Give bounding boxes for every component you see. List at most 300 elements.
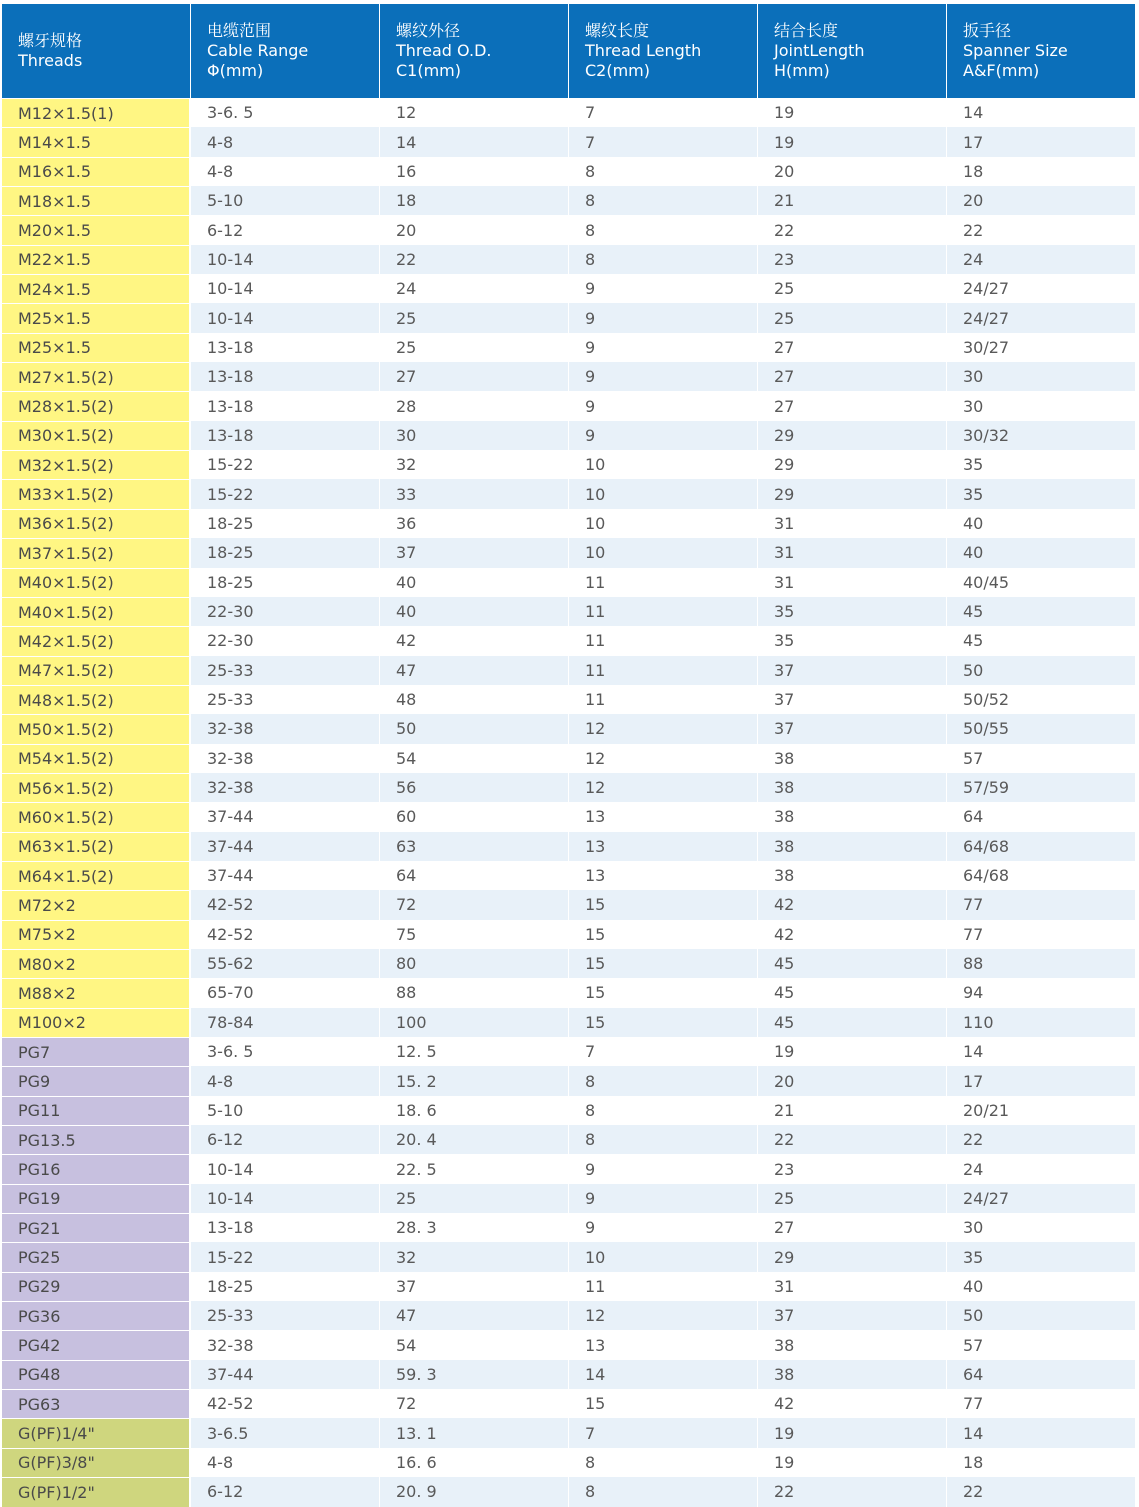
cell-thread-od: 32: [380, 450, 569, 479]
cell-thread-length: 15: [569, 920, 758, 949]
cell-thread-length: 10: [569, 1242, 758, 1271]
cell-spanner-size: 45: [947, 597, 1135, 626]
cell-joint-length: 31: [758, 568, 947, 597]
table-row: [2, 1448, 1135, 1477]
header-line: 电缆范围: [207, 21, 272, 40]
cell-spanner-size: 30: [947, 1213, 1135, 1242]
cell-thread-od: 25: [380, 1184, 569, 1213]
cell-spanner-size: 30/27: [947, 333, 1135, 362]
cell-thread: M72×2: [2, 890, 191, 919]
cell-spanner-size: 64: [947, 802, 1135, 831]
cell-thread: M22×1.5: [2, 245, 191, 274]
header-line: Spanner Size: [963, 41, 1068, 60]
cell-thread-length: 8: [569, 1125, 758, 1154]
cell-thread-length: 8: [569, 215, 758, 244]
cell-thread-od: 20: [380, 215, 569, 244]
cell-cable-range: 4-8: [191, 1448, 380, 1477]
cell-spanner-size: 24: [947, 245, 1135, 274]
table-row: [2, 920, 1135, 949]
cell-thread-od: 72: [380, 890, 569, 919]
table-row: [2, 1242, 1135, 1271]
cell-cable-range: 4-8: [191, 1066, 380, 1095]
cell-thread-od: 12. 5: [380, 1037, 569, 1066]
cell-thread: M24×1.5: [2, 274, 191, 303]
header-line: A&F(mm): [963, 61, 1040, 80]
cell-spanner-size: 110: [947, 1008, 1135, 1037]
cell-cable-range: 10-14: [191, 303, 380, 332]
table-row: [2, 626, 1135, 655]
cell-thread: PG7: [2, 1037, 191, 1066]
cell-thread-length: 12: [569, 744, 758, 773]
cell-cable-range: 3-6. 5: [191, 98, 380, 127]
cell-spanner-size: 18: [947, 157, 1135, 186]
cell-thread: PG19: [2, 1184, 191, 1213]
cell-spanner-size: 50: [947, 1301, 1135, 1330]
cell-thread: M30×1.5(2): [2, 421, 191, 450]
header-line: C2(mm): [585, 61, 651, 80]
cell-thread-od: 50: [380, 714, 569, 743]
cell-joint-length: 29: [758, 479, 947, 508]
cell-joint-length: 29: [758, 421, 947, 450]
cell-thread-length: 9: [569, 391, 758, 420]
cell-thread-length: 9: [569, 362, 758, 391]
cell-cable-range: 32-38: [191, 714, 380, 743]
header-line: 螺纹长度: [585, 21, 650, 40]
cell-thread-length: 12: [569, 714, 758, 743]
cell-spanner-size: 35: [947, 1242, 1135, 1271]
cell-thread-od: 63: [380, 832, 569, 861]
cell-joint-length: 20: [758, 1066, 947, 1095]
table-row: [2, 1330, 1135, 1359]
table-row: [2, 215, 1135, 244]
table-row: [2, 1389, 1135, 1418]
header-line: Cable Range: [207, 41, 309, 60]
cell-thread-od: 80: [380, 949, 569, 978]
cell-thread-od: 60: [380, 802, 569, 831]
cell-thread-od: 40: [380, 597, 569, 626]
cell-thread-od: 64: [380, 861, 569, 890]
cell-thread: M47×1.5(2): [2, 656, 191, 685]
cell-spanner-size: 77: [947, 920, 1135, 949]
cell-spanner-size: 50/55: [947, 714, 1135, 743]
cell-cable-range: 37-44: [191, 1360, 380, 1389]
cell-joint-length: 31: [758, 1272, 947, 1301]
cell-thread: M32×1.5(2): [2, 450, 191, 479]
table-row: [2, 890, 1135, 919]
cell-thread-od: 32: [380, 1242, 569, 1271]
cell-thread-length: 7: [569, 127, 758, 156]
cell-thread-od: 59. 3: [380, 1360, 569, 1389]
cell-spanner-size: 35: [947, 479, 1135, 508]
header-line: 螺纹外径: [396, 21, 461, 40]
cell-thread-od: 16: [380, 157, 569, 186]
cell-spanner-size: 22: [947, 1125, 1135, 1154]
cell-thread-length: 9: [569, 1184, 758, 1213]
cell-cable-range: 25-33: [191, 656, 380, 685]
cell-cable-range: 18-25: [191, 568, 380, 597]
cell-thread: M75×2: [2, 920, 191, 949]
table-row: [2, 1477, 1135, 1506]
cell-thread: PG21: [2, 1213, 191, 1242]
header-line: C1(mm): [396, 61, 462, 80]
cell-joint-length: 19: [758, 1037, 947, 1066]
cell-cable-range: 3-6. 5: [191, 1037, 380, 1066]
table-row: [2, 157, 1135, 186]
spec-table-container: [2, 4, 1135, 1507]
header-thread-od: [380, 4, 569, 98]
cell-joint-length: 37: [758, 656, 947, 685]
cell-thread-od: 100: [380, 1008, 569, 1037]
cell-joint-length: 29: [758, 450, 947, 479]
table-row: [2, 1272, 1135, 1301]
cell-thread: M100×2: [2, 1008, 191, 1037]
cell-thread-length: 15: [569, 949, 758, 978]
cell-cable-range: 6-12: [191, 1125, 380, 1154]
cell-thread-od: 28. 3: [380, 1213, 569, 1242]
cell-joint-length: 19: [758, 1418, 947, 1447]
cell-joint-length: 21: [758, 186, 947, 215]
table-row: [2, 1008, 1135, 1037]
cell-joint-length: 19: [758, 1448, 947, 1477]
header-joint-length: [758, 4, 947, 98]
cell-thread-od: 54: [380, 744, 569, 773]
cell-spanner-size: 57: [947, 1330, 1135, 1359]
cell-thread-length: 13: [569, 1330, 758, 1359]
header-cable-range: [191, 4, 380, 98]
cell-thread: M56×1.5(2): [2, 773, 191, 802]
cell-joint-length: 35: [758, 597, 947, 626]
cell-thread: M40×1.5(2): [2, 568, 191, 597]
table-row: [2, 773, 1135, 802]
header-line: Φ(mm): [207, 61, 264, 80]
table-row: [2, 714, 1135, 743]
table-row: [2, 744, 1135, 773]
cell-spanner-size: 40/45: [947, 568, 1135, 597]
cell-cable-range: 10-14: [191, 274, 380, 303]
cell-thread: PG25: [2, 1242, 191, 1271]
cell-thread: G(PF)3/8": [2, 1448, 191, 1477]
cell-cable-range: 32-38: [191, 744, 380, 773]
cell-cable-range: 32-38: [191, 773, 380, 802]
cell-joint-length: 27: [758, 1213, 947, 1242]
cell-cable-range: 10-14: [191, 1184, 380, 1213]
table-row: [2, 1301, 1135, 1330]
cell-thread-length: 10: [569, 509, 758, 538]
cell-thread: M20×1.5: [2, 215, 191, 244]
cell-thread-od: 37: [380, 538, 569, 567]
cell-thread-od: 27: [380, 362, 569, 391]
cell-spanner-size: 45: [947, 626, 1135, 655]
cell-thread-length: 8: [569, 186, 758, 215]
cell-thread-od: 12: [380, 98, 569, 127]
cell-joint-length: 31: [758, 509, 947, 538]
cell-thread-od: 40: [380, 568, 569, 597]
table-row: [2, 1096, 1135, 1125]
cell-joint-length: 42: [758, 920, 947, 949]
cell-cable-range: 37-44: [191, 861, 380, 890]
cell-thread-length: 8: [569, 1066, 758, 1095]
cell-thread: M14×1.5: [2, 127, 191, 156]
cell-thread-length: 14: [569, 1360, 758, 1389]
header-line: JointLength: [774, 41, 865, 60]
cell-cable-range: 55-62: [191, 949, 380, 978]
cell-thread: PG63: [2, 1389, 191, 1418]
cell-spanner-size: 64: [947, 1360, 1135, 1389]
cell-thread-od: 75: [380, 920, 569, 949]
cell-thread-length: 10: [569, 450, 758, 479]
cell-thread-length: 11: [569, 568, 758, 597]
cell-thread-od: 20. 4: [380, 1125, 569, 1154]
table-row: [2, 802, 1135, 831]
cell-thread: M27×1.5(2): [2, 362, 191, 391]
cell-joint-length: 19: [758, 98, 947, 127]
cell-thread-length: 11: [569, 626, 758, 655]
cell-thread-length: 11: [569, 1272, 758, 1301]
cell-thread-od: 13. 1: [380, 1418, 569, 1447]
cell-thread-od: 22: [380, 245, 569, 274]
cell-thread-length: 9: [569, 274, 758, 303]
cell-joint-length: 27: [758, 391, 947, 420]
cell-thread: PG42: [2, 1330, 191, 1359]
cell-cable-range: 15-22: [191, 450, 380, 479]
cell-thread: M37×1.5(2): [2, 538, 191, 567]
cell-thread-od: 47: [380, 656, 569, 685]
cell-thread: G(PF)1/4": [2, 1418, 191, 1447]
cell-joint-length: 22: [758, 215, 947, 244]
cell-thread: M33×1.5(2): [2, 479, 191, 508]
cell-cable-range: 13-18: [191, 362, 380, 391]
cell-thread: PG16: [2, 1154, 191, 1183]
cell-cable-range: 6-12: [191, 215, 380, 244]
cell-cable-range: 15-22: [191, 479, 380, 508]
cell-spanner-size: 35: [947, 450, 1135, 479]
cell-thread: PG29: [2, 1272, 191, 1301]
table-row: [2, 186, 1135, 215]
cell-joint-length: 37: [758, 714, 947, 743]
cell-thread-length: 12: [569, 773, 758, 802]
cell-thread-length: 8: [569, 157, 758, 186]
cell-thread-od: 20. 9: [380, 1477, 569, 1506]
cell-thread-od: 88: [380, 978, 569, 1007]
table-row: [2, 978, 1135, 1007]
cell-thread-length: 9: [569, 1213, 758, 1242]
cell-thread-length: 13: [569, 802, 758, 831]
table-row: [2, 421, 1135, 450]
thread-spec-table: [2, 4, 1135, 1507]
cell-thread: M18×1.5: [2, 186, 191, 215]
cell-thread-od: 22. 5: [380, 1154, 569, 1183]
cell-thread: PG9: [2, 1066, 191, 1095]
cell-thread-length: 15: [569, 1008, 758, 1037]
table-row: [2, 1213, 1135, 1242]
cell-joint-length: 23: [758, 1154, 947, 1183]
cell-spanner-size: 94: [947, 978, 1135, 1007]
cell-cable-range: 6-12: [191, 1477, 380, 1506]
cell-spanner-size: 22: [947, 1477, 1135, 1506]
cell-spanner-size: 40: [947, 1272, 1135, 1301]
cell-joint-length: 25: [758, 1184, 947, 1213]
cell-spanner-size: 50: [947, 656, 1135, 685]
cell-cable-range: 22-30: [191, 626, 380, 655]
table-row: [2, 303, 1135, 332]
cell-spanner-size: 40: [947, 538, 1135, 567]
cell-thread-od: 18: [380, 186, 569, 215]
cell-thread-length: 9: [569, 421, 758, 450]
cell-thread-od: 28: [380, 391, 569, 420]
cell-joint-length: 21: [758, 1096, 947, 1125]
table-row: [2, 1037, 1135, 1066]
cell-cable-range: 4-8: [191, 127, 380, 156]
cell-thread-length: 7: [569, 1418, 758, 1447]
cell-cable-range: 32-38: [191, 1330, 380, 1359]
cell-thread-length: 15: [569, 978, 758, 1007]
cell-joint-length: 23: [758, 245, 947, 274]
cell-thread: M88×2: [2, 978, 191, 1007]
cell-spanner-size: 14: [947, 98, 1135, 127]
table-row: [2, 1184, 1135, 1213]
table-row: [2, 949, 1135, 978]
cell-thread-od: 24: [380, 274, 569, 303]
cell-joint-length: 38: [758, 802, 947, 831]
cell-thread-od: 33: [380, 479, 569, 508]
cell-thread-od: 18. 6: [380, 1096, 569, 1125]
table-row: [2, 1154, 1135, 1183]
cell-spanner-size: 24/27: [947, 1184, 1135, 1213]
cell-thread-od: 54: [380, 1330, 569, 1359]
cell-thread: M54×1.5(2): [2, 744, 191, 773]
header-row: [2, 4, 1135, 98]
cell-cable-range: 13-18: [191, 1213, 380, 1242]
cell-thread-length: 11: [569, 597, 758, 626]
cell-thread: M36×1.5(2): [2, 509, 191, 538]
table-row: [2, 656, 1135, 685]
cell-cable-range: 4-8: [191, 157, 380, 186]
cell-thread-od: 25: [380, 333, 569, 362]
cell-joint-length: 22: [758, 1125, 947, 1154]
cell-cable-range: 25-33: [191, 685, 380, 714]
header-line: 扳手径: [963, 21, 1012, 40]
cell-cable-range: 5-10: [191, 1096, 380, 1125]
cell-thread-od: 48: [380, 685, 569, 714]
cell-thread-length: 12: [569, 1301, 758, 1330]
cell-thread: M40×1.5(2): [2, 597, 191, 626]
cell-spanner-size: 24/27: [947, 303, 1135, 332]
cell-cable-range: 78-84: [191, 1008, 380, 1037]
cell-cable-range: 18-25: [191, 509, 380, 538]
cell-thread-od: 25: [380, 303, 569, 332]
cell-thread-length: 8: [569, 1096, 758, 1125]
cell-thread-od: 47: [380, 1301, 569, 1330]
cell-cable-range: 37-44: [191, 802, 380, 831]
table-row: [2, 1360, 1135, 1389]
cell-joint-length: 37: [758, 1301, 947, 1330]
cell-spanner-size: 50/52: [947, 685, 1135, 714]
cell-thread: M64×1.5(2): [2, 861, 191, 890]
cell-thread-length: 7: [569, 98, 758, 127]
cell-thread-length: 8: [569, 1477, 758, 1506]
cell-thread: PG13.5: [2, 1125, 191, 1154]
cell-thread: M25×1.5: [2, 303, 191, 332]
cell-thread: M60×1.5(2): [2, 802, 191, 831]
cell-cable-range: 37-44: [191, 832, 380, 861]
cell-joint-length: 29: [758, 1242, 947, 1271]
table-row: [2, 861, 1135, 890]
cell-spanner-size: 20/21: [947, 1096, 1135, 1125]
cell-thread-od: 37: [380, 1272, 569, 1301]
header-line: Thread Length: [585, 41, 702, 60]
cell-thread-length: 13: [569, 832, 758, 861]
cell-spanner-size: 14: [947, 1418, 1135, 1447]
cell-spanner-size: 24: [947, 1154, 1135, 1183]
header-thread-length: [569, 4, 758, 98]
cell-cable-range: 65-70: [191, 978, 380, 1007]
cell-cable-range: 25-33: [191, 1301, 380, 1330]
cell-joint-length: 38: [758, 1330, 947, 1359]
cell-cable-range: 42-52: [191, 920, 380, 949]
cell-spanner-size: 30/32: [947, 421, 1135, 450]
table-row: [2, 479, 1135, 508]
cell-thread-od: 16. 6: [380, 1448, 569, 1477]
table-row: [2, 362, 1135, 391]
cell-joint-length: 37: [758, 685, 947, 714]
cell-spanner-size: 77: [947, 890, 1135, 919]
cell-joint-length: 27: [758, 362, 947, 391]
cell-joint-length: 38: [758, 832, 947, 861]
cell-thread-od: 15. 2: [380, 1066, 569, 1095]
cell-joint-length: 42: [758, 1389, 947, 1418]
cell-thread-length: 8: [569, 1448, 758, 1477]
cell-joint-length: 38: [758, 744, 947, 773]
cell-cable-range: 18-25: [191, 1272, 380, 1301]
cell-joint-length: 35: [758, 626, 947, 655]
table-row: [2, 509, 1135, 538]
cell-cable-range: 10-14: [191, 1154, 380, 1183]
cell-joint-length: 22: [758, 1477, 947, 1506]
table-row: [2, 538, 1135, 567]
cell-thread: M80×2: [2, 949, 191, 978]
cell-cable-range: 10-14: [191, 245, 380, 274]
cell-thread-length: 15: [569, 890, 758, 919]
cell-joint-length: 45: [758, 1008, 947, 1037]
cell-cable-range: 13-18: [191, 391, 380, 420]
cell-spanner-size: 64/68: [947, 861, 1135, 890]
cell-thread-length: 10: [569, 479, 758, 508]
cell-thread-od: 56: [380, 773, 569, 802]
table-row: [2, 274, 1135, 303]
table-row: [2, 1066, 1135, 1095]
cell-thread: PG48: [2, 1360, 191, 1389]
cell-spanner-size: 17: [947, 1066, 1135, 1095]
table-row: [2, 568, 1135, 597]
cell-thread: M12×1.5(1): [2, 98, 191, 127]
cell-thread-od: 72: [380, 1389, 569, 1418]
table-row: [2, 1125, 1135, 1154]
header-line: Threads: [18, 51, 83, 70]
cell-spanner-size: 77: [947, 1389, 1135, 1418]
cell-thread-length: 15: [569, 1389, 758, 1418]
cell-joint-length: 38: [758, 1360, 947, 1389]
cell-thread: M42×1.5(2): [2, 626, 191, 655]
cell-joint-length: 38: [758, 861, 947, 890]
header-line: Thread O.D.: [396, 41, 492, 60]
cell-cable-range: 22-30: [191, 597, 380, 626]
cell-thread-length: 9: [569, 1154, 758, 1183]
cell-thread-length: 11: [569, 656, 758, 685]
cell-spanner-size: 40: [947, 509, 1135, 538]
cell-cable-range: 42-52: [191, 890, 380, 919]
cell-thread-length: 13: [569, 861, 758, 890]
cell-thread-od: 30: [380, 421, 569, 450]
